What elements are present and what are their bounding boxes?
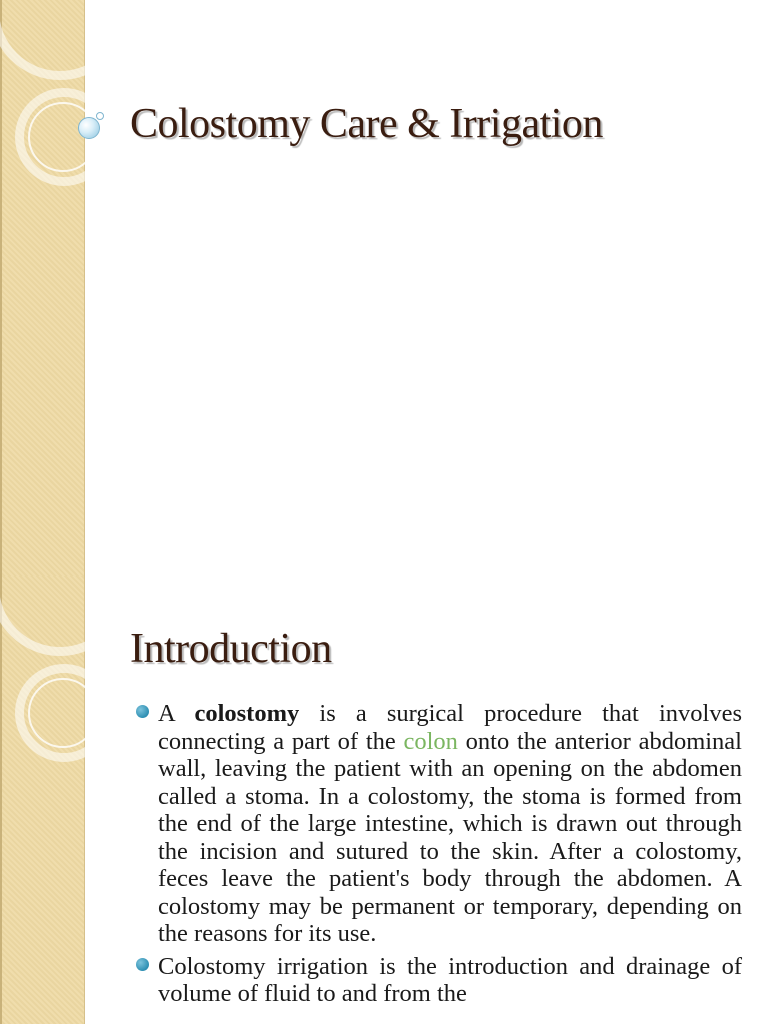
decorative-side-band <box>0 0 85 576</box>
decorative-side-band <box>0 576 85 1024</box>
side-band-edge <box>0 576 2 1024</box>
colon-link[interactable]: colon <box>403 727 458 755</box>
bullet-text-end: onto the anterior abdominal wall, leaving the patient with an opening on the abdomen called a stoma. In a colostomy, the stoma is formed from the end of the large intestine, which is drawn out through the incision and sutured to the skin. After a colostomy, feces leave the patient's body through the abdomen. A colostomy may be permanent or temporary, depending on the reasons for its use. <box>158 727 742 947</box>
bullet-term-bold: colostomy <box>194 700 300 727</box>
decorative-small-bubble-icon <box>96 112 104 120</box>
side-band-edge <box>0 0 2 576</box>
bullet-dot-icon <box>136 958 149 971</box>
slide-title: Colostomy Care & Irrigation <box>130 101 603 147</box>
bullet-text: Colostomy irrigation is the introduction and drainage of volume of fluid to and from the <box>158 952 742 1007</box>
bullet-item <box>132 953 742 1008</box>
bullet-item <box>132 700 742 948</box>
decorative-ring <box>0 0 130 80</box>
bullet-dot-icon <box>136 705 149 718</box>
decorative-ring <box>0 576 130 656</box>
section-heading: Introduction <box>130 626 332 672</box>
bullet-text-start: A <box>158 700 195 727</box>
decorative-ring-inner <box>28 678 98 748</box>
bullet-list <box>132 700 742 1013</box>
decorative-bubble-icon <box>78 117 100 139</box>
bullet-text-mid: is a surgical procedure that involves connecting a part of the <box>158 700 743 755</box>
